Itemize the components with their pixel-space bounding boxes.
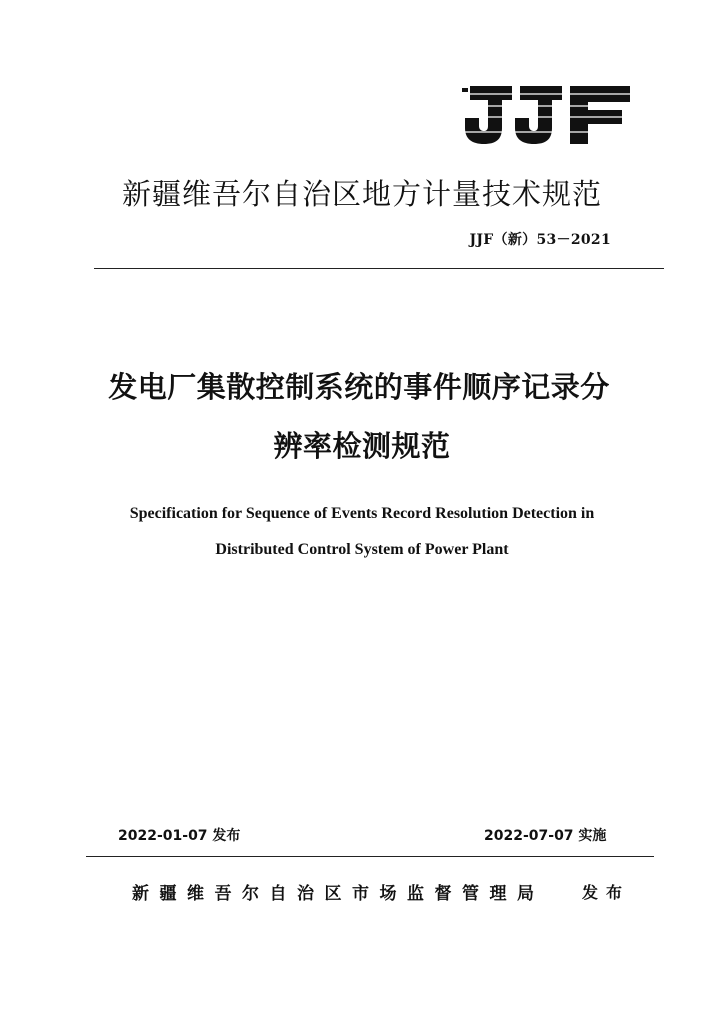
standard-number: JJF（新）53－2021 xyxy=(469,232,611,248)
jjf-logo xyxy=(462,84,630,146)
effective-date: 2022-07-07 实施 xyxy=(484,828,607,844)
publisher-name: 新疆维吾尔自治区市场监督管理局 xyxy=(132,884,545,904)
footer-divider xyxy=(86,856,654,857)
header-divider xyxy=(94,268,664,269)
regulation-category: 新疆维吾尔自治区地方计量技术规范 xyxy=(121,177,602,211)
title-chinese-line-2: 辨率检测规范 xyxy=(273,429,451,463)
title-english-line-1: Specification for Sequence of Events Record Resolution Detection in xyxy=(129,505,595,522)
issue-date: 2022-01-07 发布 xyxy=(118,828,241,844)
title-chinese-line-1: 发电厂集散控制系统的事件顺序记录分 xyxy=(108,370,610,404)
title-english-line-2: Distributed Control System of Power Plant xyxy=(215,541,509,558)
publish-label: 发布 xyxy=(582,883,631,902)
